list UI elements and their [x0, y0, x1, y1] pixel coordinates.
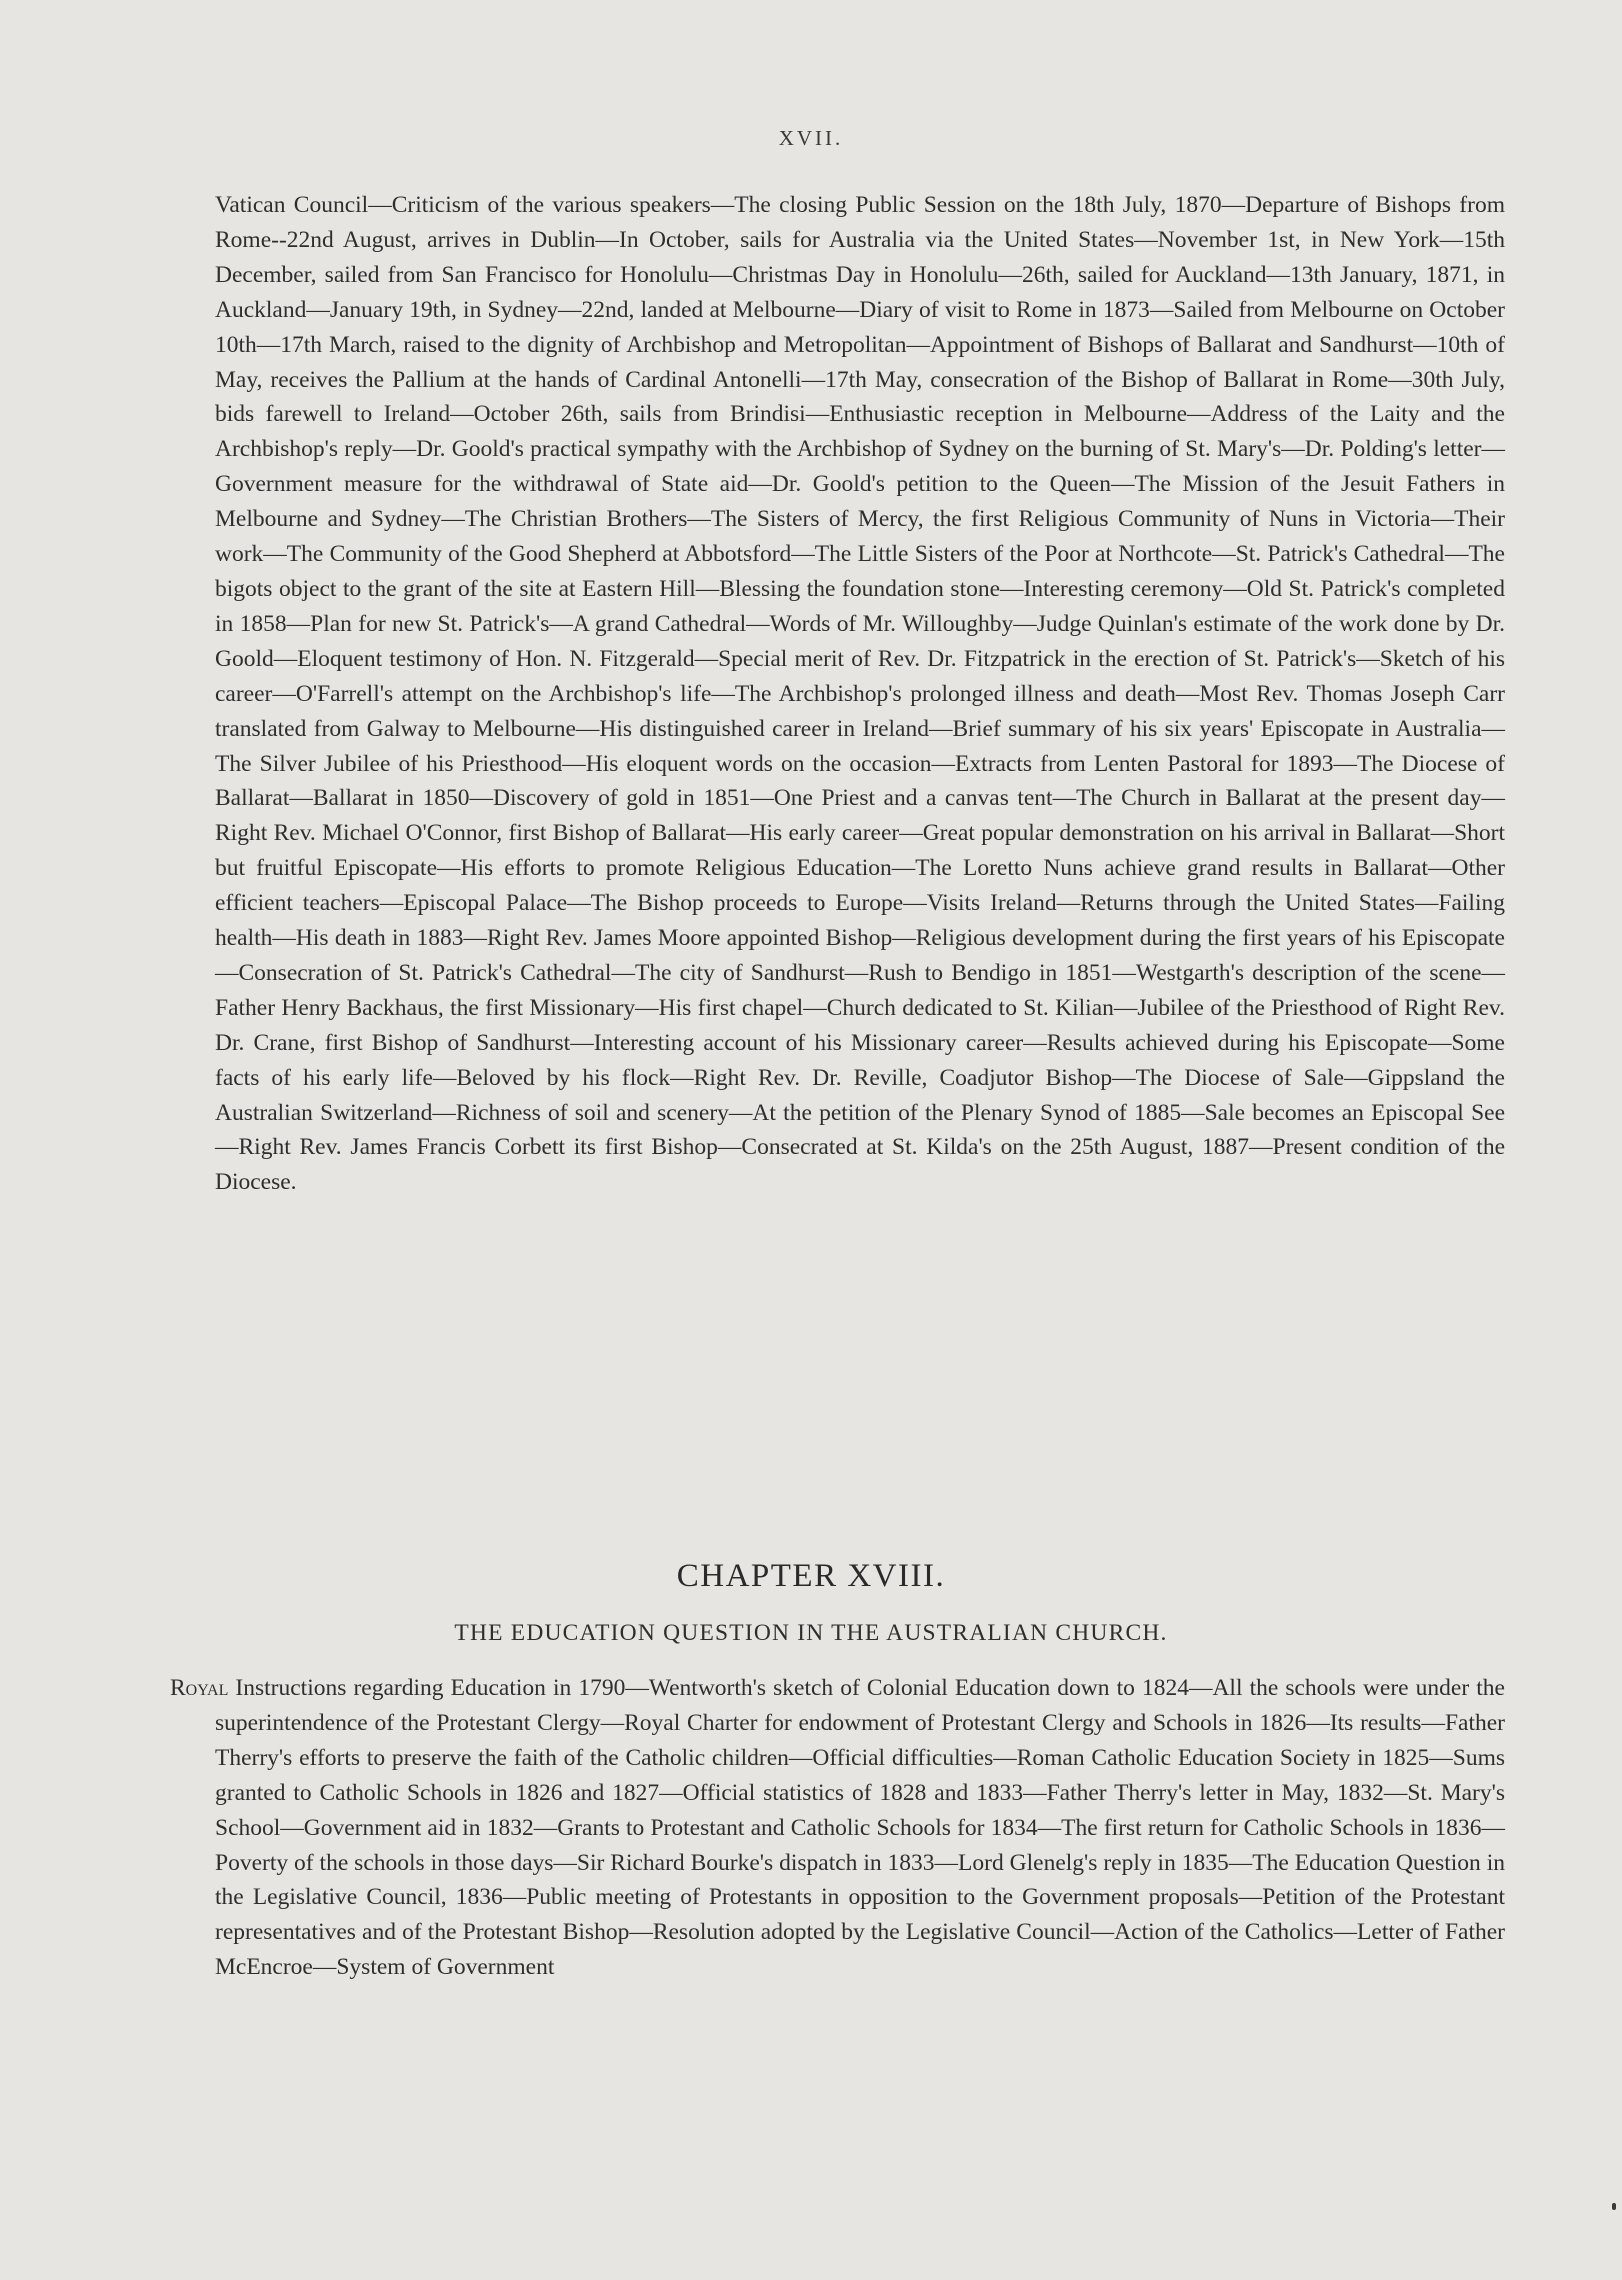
chapter-subtitle: THE EDUCATION QUESTION IN THE AUSTRALIAN CHURCH. — [454, 1620, 1168, 1646]
chapter-summary-paragraph: Vatican Council—Criticism of the various speakers—The closing Public Session on the 18th July, 1870—Departure of Bishops from Rome--22nd August, arrives in Dublin—In October, sails for Australia via the United States—November 1st, in New York—15th December, sailed from San Francisco for Honolulu—Christmas Day in Honolulu—26th, sailed for Auckland—13th January, 1871, in Auckland—January 19th, in Sydney—22nd, landed at Melbourne—Diary of visit to Rome in 1873—Sailed from Melbourne on October 10th—17th March, raised to the dignity of Archbishop and Metropolitan—Appointment of Bishops of Ballarat and Sandhurst—10th of May, receives the Pallium at the hands of Cardinal Antonelli—17th May, consecration of the Bishop of Ballarat in Rome—30th July, bids farewell to Ireland—October 26th, sails from Brindisi—Enthusiastic reception in Melbourne—Address of the Laity and the Archbishop's reply—Dr. Goold's practical sympathy with the Archbishop of Sydney on the burning of St. Mary's—Dr. Polding's letter—Government measure for the withdrawal of State aid—Dr. Goold's petition to the Queen—The Mission of the Jesuit Fathers in Melbourne and Sydney—The Christian Brothers—The Sisters of Mercy, the first Religious Community of Nuns in Victoria—Their work—The Community of the Good Shepherd at Abbotsford—The Little Sisters of the Poor at Northcote—St. Patrick's Cathedral—The bigots object to the grant of the site at Eastern Hill—Blessing the foundation stone—Interesting ceremony—Old St. Patrick's completed in 1858—Plan for new St. Patrick's—A grand Cathedral—Words of Mr. Willoughby—Judge Quinlan's estimate of the work done by Dr. Goold—Eloquent testimony of Hon. N. Fitzgerald—Special merit of Rev. Dr. Fitzpatrick in the erection of St. Patrick's—Sketch of his career—O'Farrell's attempt on the Archbishop's life—The Archbishop's prolonged illness and death—Most Rev. Thomas Joseph Carr translated from Galway to Melbourne—His distinguished career in Ireland—Brief summary of his six years' Episcopate in Australia—The Silver Jubilee of his Priesthood—His eloquent words on the occasion—Extracts from Lenten Pastoral for 1893—The Diocese of Ballarat—Ballarat in 1850—Discovery of gold in 1851—One Priest and a canvas tent—The Church in Ballarat at the present day—Right Rev. Michael O'Connor, first Bishop of Ballarat—His early career—Great popular demonstration on his arrival in Ballarat—Short but fruitful Episcopate—His efforts to promote Religious Education—The Loretto Nuns achieve grand results in Ballarat—Other efficient teachers—Episcopal Palace—The Bishop proceeds to Europe—Visits Ireland—Returns through the United States—Failing health—His death in 1883—Right Rev. James Moore appointed Bishop—Religious development during the first years of his Episcopate—Consecration of St. Patrick's Cathedral—The city of Sandhurst—Rush to Bendigo in 1851—Westgarth's description of the scene—Father Henry Backhaus, the first Missionary—His first chapel—Church dedicated to St. Kilian—Jubilee of the Priesthood of Right Rev. Dr. Crane, first Bishop of Sandhurst—Interesting account of his Missionary career—Results achieved during his Episcopate—Some facts of his early life—Beloved by his flock—Right Rev. Dr. Reville, Coadjutor Bishop—The Diocese of Sale—Gippsland the Australian Switzerland—Richness of soil and scenery—At the petition of the Plenary Synod of 1885—Sale becomes an Episcopal See—Right Rev. James Francis Corbett its first Bishop—Consecrated at St. Kilda's on the 25th August, 1887—Present condition of the Diocese. — [215, 192, 1505, 1196]
page-number: XVII. — [778, 126, 844, 150]
chapter-contents-text: Instructions regarding Education in 1790—Wentworth's sketch of Colonial Education down to 1824—All the schools were under the superintendence of the Protestant Clergy—Royal Charter for endowment of Protestant Clergy and Schools in 1826—Its results—Father Therry's efforts to preserve the faith of the Catholic children—Official difficulties—Roman Catholic Education Society in 1825—Sums granted to Catholic Schools in 1826 and 1827—Official statistics of 1828 and 1833—Father Therry's letter in May, 1832—St. Mary's School—Government aid in 1832—Grants to Protestant and Catholic Schools for 1834—The first return for Catholic Schools in 1836—Poverty of the schools in those days—Sir Richard Bourke's dispatch in 1833—Lord Glenelg's reply in 1835—The Education Question in the Legislative Council, 1836—Public meeting of Protestants in opposition to the Government proposals—Petition of the Protestant representatives and of the Protestant Bishop—Resolution adopted by the Legislative Council—Action of the Catholics—Letter of Father McEncroe—System of Government — [215, 1675, 1505, 1981]
chapter-lead-word: Royal — [170, 1675, 229, 1701]
ink-speck — [1612, 2203, 1616, 2210]
chapter-contents-paragraph — [170, 1671, 1505, 1985]
chapter-heading: CHAPTER XVIII. — [676, 1558, 946, 1594]
